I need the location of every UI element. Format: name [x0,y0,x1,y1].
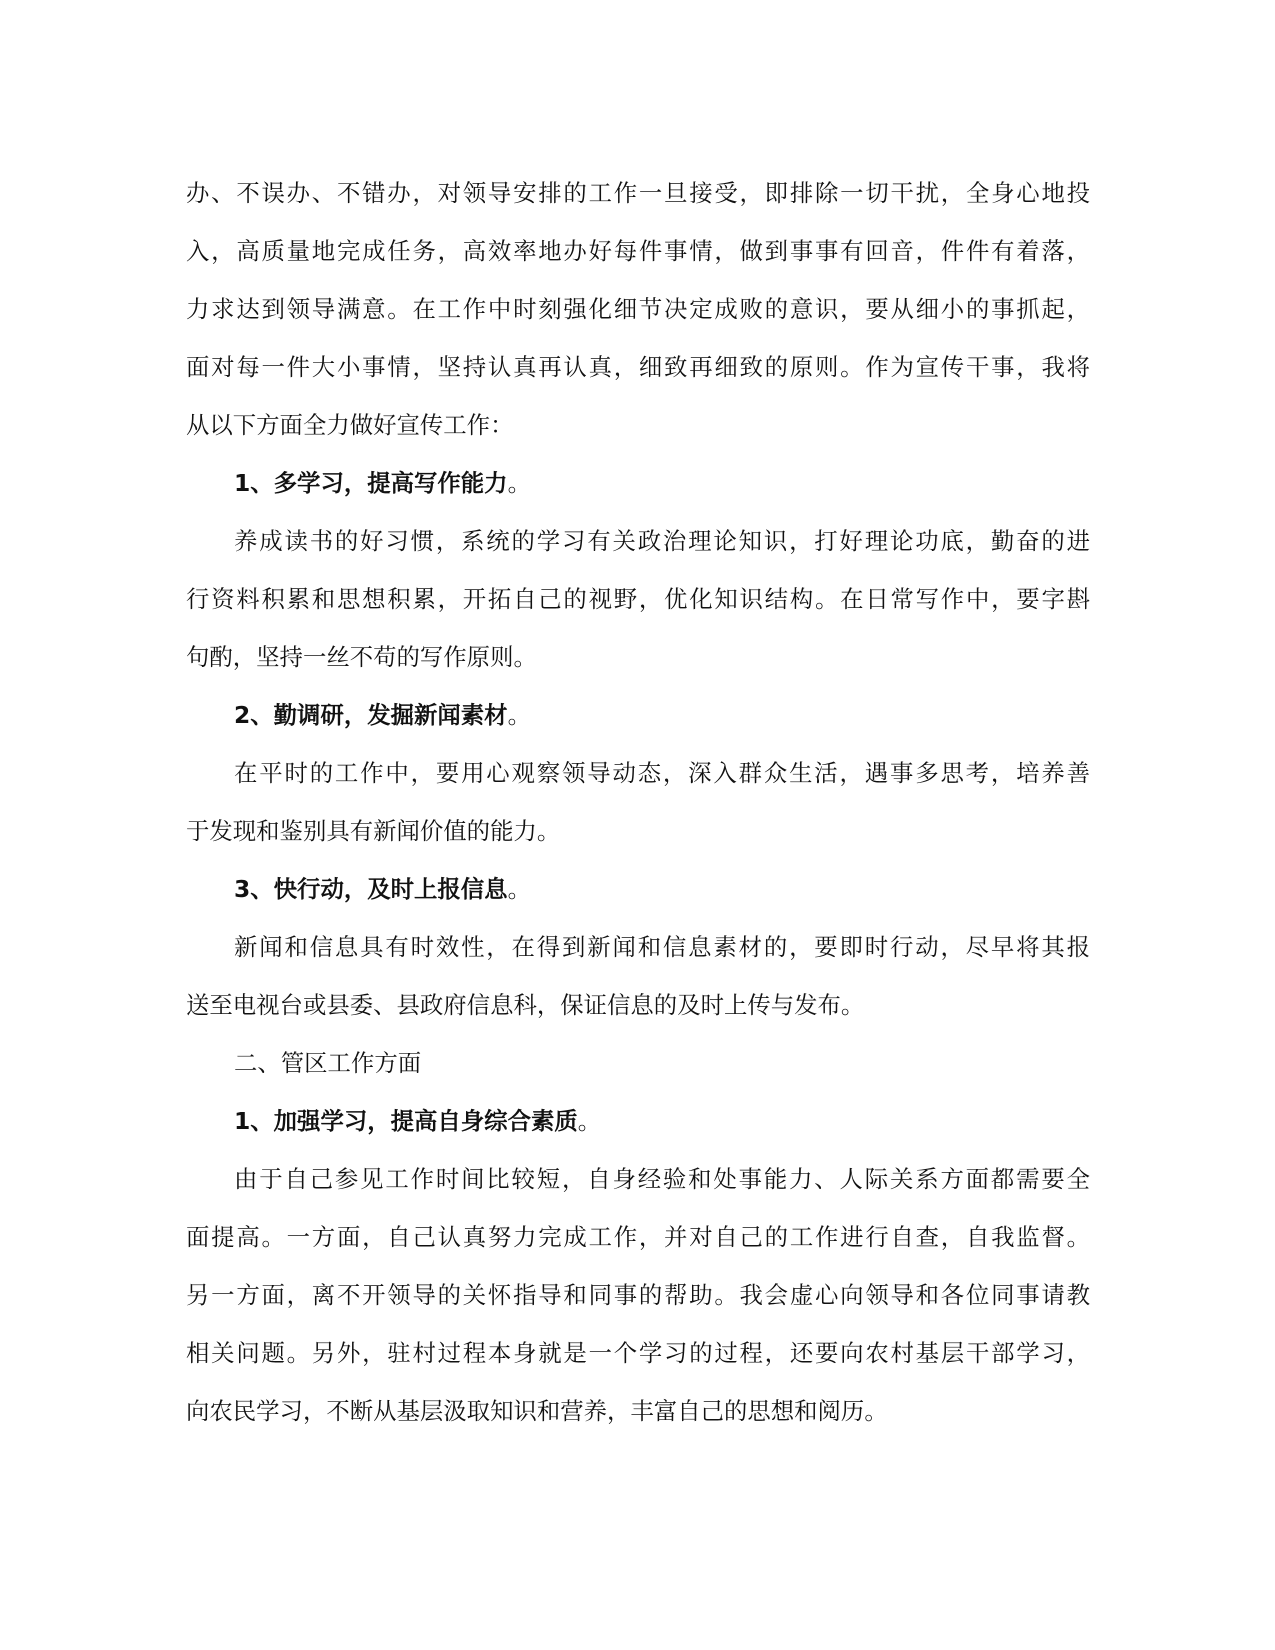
paragraph-line: 另一方面，离不开领导的关怀指导和同事的帮助。我会虚心向领导和各位同事请教 [186,1281,1090,1309]
heading-text: 1、多学习，提高写作能力 [234,469,508,497]
paragraph-line: 行资料积累和思想积累，开拓自己的视野，优化知识结构。在日常写作中，要字斟 [186,585,1090,613]
paragraph-line: 由于自己参见工作时间比较短，自身经验和处事能力、人际关系方面都需要全 [234,1165,1090,1193]
section-heading [186,454,1090,512]
paragraph-line: 从以下方面全力做好宣传工作： [186,411,514,439]
paragraph-line: 面对每一件大小事情，坚持认真再认真，细致再细致的原则。作为宣传干事，我将 [186,353,1090,381]
paragraph-line: 相关问题。另外，驻村过程本身就是一个学习的过程，还要向农村基层干部学习， [186,1339,1090,1367]
section-heading [186,1092,1090,1150]
paragraph-line: 养成读书的好习惯，系统的学习有关政治理论知识，打好理论功底，勤奋的进 [234,527,1090,555]
paragraph-line: 办、不误办、不错办，对领导安排的工作一旦接受，即排除一切干扰，全身心地投 [186,179,1090,207]
paragraph-line: 句酌，坚持一丝不苟的写作原则。 [186,643,537,671]
paragraph-line: 在平时的工作中，要用心观察领导动态，深入群众生活，遇事多思考，培养善 [234,759,1090,787]
heading-period: 。 [507,469,531,497]
heading-period: 。 [507,701,531,729]
heading-text: 2、勤调研，发掘新闻素材 [234,701,508,729]
section-heading [186,686,1090,744]
paragraph-line: 力求达到领导满意。在工作中时刻强化细节决定成败的意识，要从细小的事抓起， [186,295,1090,323]
paragraph-line: 送至电视台或县委、县政府信息科，保证信息的及时上传与发布。 [186,991,865,1019]
heading-text: 1、加强学习，提高自身综合素质 [234,1107,578,1135]
paragraph-line: 于发现和鉴别具有新闻价值的能力。 [186,817,561,845]
section-title: 二、管区工作方面 [234,1049,422,1077]
paragraph-line: 向农民学习，不断从基层汲取知识和营养，丰富自己的思想和阅历。 [186,1397,888,1425]
paragraph-line: 入，高质量地完成任务，高效率地办好每件事情，做到事事有回音，件件有着落， [186,237,1090,265]
section-heading [186,860,1090,918]
heading-period: 。 [507,875,531,903]
paragraph-line: 新闻和信息具有时效性，在得到新闻和信息素材的，要即时行动，尽早将其报 [234,933,1090,961]
heading-text: 3、快行动，及时上报信息 [234,875,508,903]
heading-period: 。 [577,1107,602,1135]
document-page [186,164,1090,1440]
paragraph-line: 面提高。一方面，自己认真努力完成工作，并对自己的工作进行自查，自我监督。 [186,1223,1090,1251]
